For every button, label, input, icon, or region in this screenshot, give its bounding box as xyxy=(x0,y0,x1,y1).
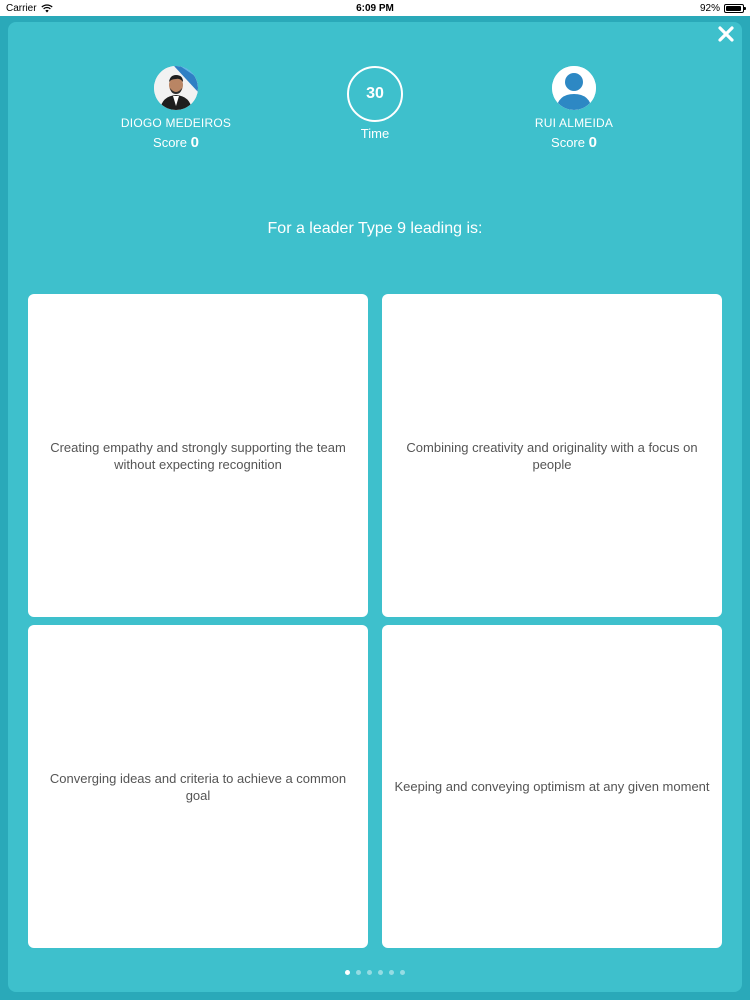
answer-option-3-text: Converging ideas and criteria to achieve a common goal xyxy=(49,770,347,803)
timer-label: Time xyxy=(360,126,390,141)
player-left-avatar xyxy=(154,66,198,110)
player-right-score-label: Score xyxy=(551,135,585,150)
player-right xyxy=(474,66,674,151)
battery-icon xyxy=(724,4,744,13)
quiz-panel xyxy=(8,22,742,992)
player-left-score-value: 0 xyxy=(190,134,199,151)
answer-option-4-text: Keeping and conveying optimism at any given moment xyxy=(394,779,710,794)
player-left-name: DIOGO MEDEIROS xyxy=(120,116,232,130)
user-photo-icon xyxy=(154,66,198,110)
battery-fill xyxy=(726,6,741,11)
timer xyxy=(347,66,403,141)
answer-option-1-text: Creating empathy and strongly supporting the team without expecting recognition xyxy=(50,439,346,472)
status-left xyxy=(6,3,53,14)
player-left-score xyxy=(76,134,276,151)
page-dot-active xyxy=(345,970,350,975)
close-icon xyxy=(718,26,734,42)
page-dot xyxy=(356,970,361,975)
player-right-score xyxy=(474,134,674,151)
question-text: For a leader Type 9 leading is: xyxy=(267,220,483,237)
page-dot xyxy=(389,970,394,975)
timer-circle xyxy=(347,66,403,122)
carrier-label: Carrier xyxy=(6,2,37,14)
status-time: 6:09 PM xyxy=(356,2,394,14)
status-bar xyxy=(0,0,750,16)
status-right xyxy=(700,3,744,14)
player-right-name: RUI ALMEIDA xyxy=(534,116,614,130)
page-dot xyxy=(378,970,383,975)
page-dot xyxy=(400,970,405,975)
battery-percent: 92% xyxy=(699,2,720,14)
wifi-icon xyxy=(41,4,53,13)
answer-option-3[interactable] xyxy=(28,625,368,948)
player-right-score-value: 0 xyxy=(588,134,597,151)
page-dot xyxy=(367,970,372,975)
answer-option-2-text: Combining creativity and originality with a focus on people xyxy=(406,439,698,472)
page-indicator xyxy=(8,970,742,975)
default-user-icon xyxy=(552,66,596,110)
player-left xyxy=(76,66,276,151)
timer-value: 30 xyxy=(366,85,384,102)
answer-option-2[interactable] xyxy=(382,294,722,617)
answer-option-1[interactable] xyxy=(28,294,368,617)
player-left-score-label: Score xyxy=(153,135,187,150)
answer-option-4[interactable] xyxy=(382,625,722,948)
player-right-avatar xyxy=(552,66,596,110)
close-button[interactable] xyxy=(714,22,738,46)
